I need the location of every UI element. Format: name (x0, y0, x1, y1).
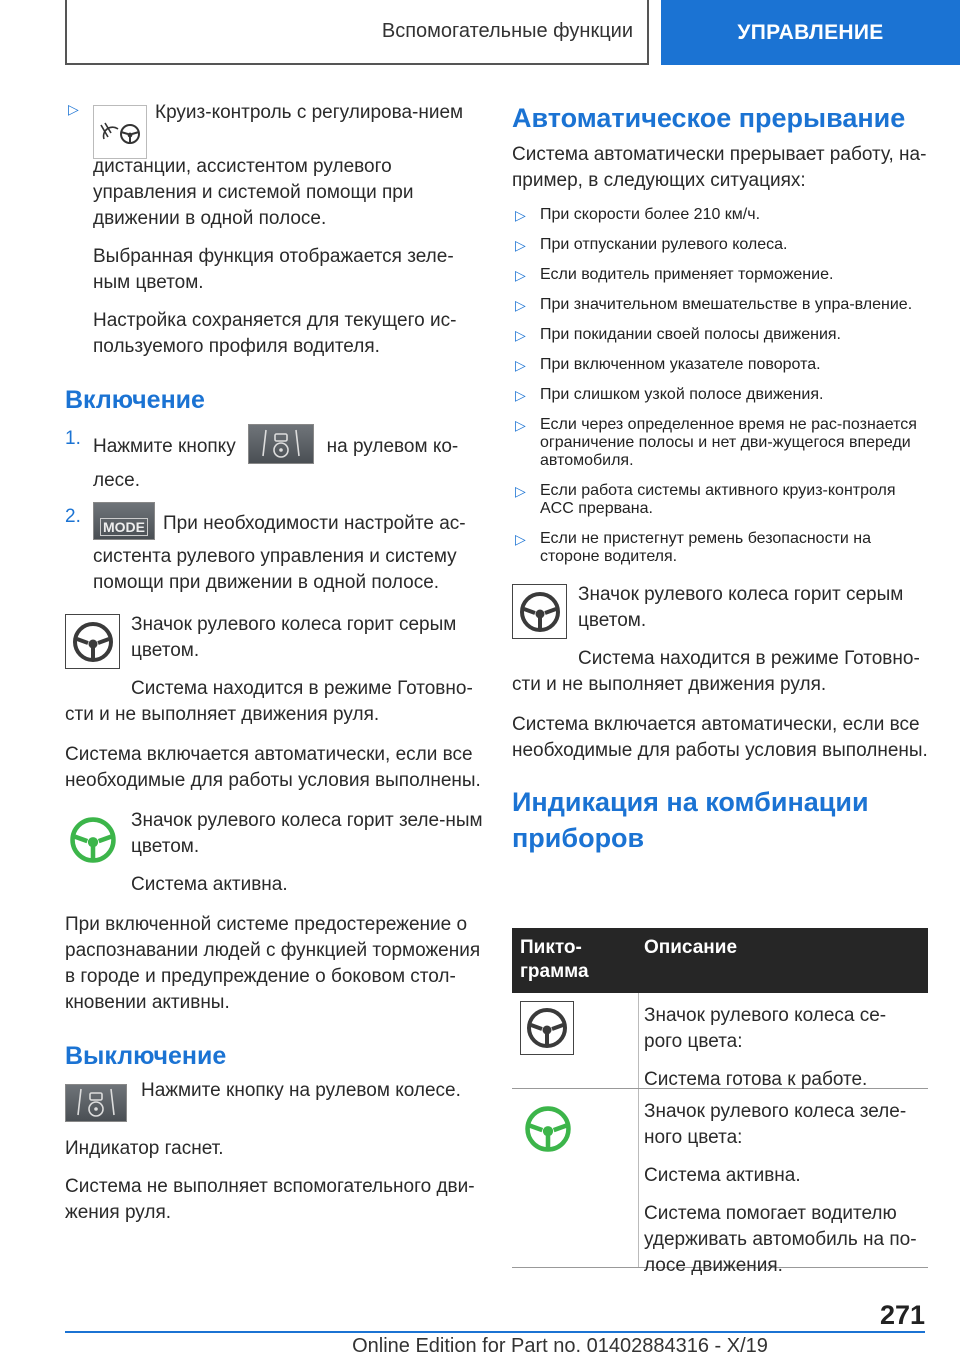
list-item-text: При покидании своей полосы движения. (540, 326, 841, 343)
step-text: При необходимости настройте ас-систента рулевого управления и систему помощи при движении в одной полосе. (93, 513, 466, 593)
table-header (512, 928, 928, 993)
paragraph: Настройка сохраняется для текущего ис-пользуемого профиля водителя. (93, 310, 457, 357)
triangle-bullet-icon: ▷ (68, 101, 79, 117)
paragraph: Система находится в режиме Готовно-сти и не выполняет движения руля. (512, 648, 920, 695)
right-column (512, 100, 932, 856)
paragraph: При включенной системе предостережение о распознавании людей с функцией торможения в городе и предупреждение о боковом стол-кновении активны. (65, 914, 481, 1013)
triangle-bullet-icon: ▷ (515, 417, 526, 433)
paragraph: Значок рулевого колеса горит серым цветом. (578, 584, 904, 631)
header-chapter-title: УПРАВЛЕНИЕ (737, 20, 884, 44)
list-item (512, 530, 932, 566)
heading-off: Выключение (65, 1042, 227, 1070)
list-item-text: При отпускании рулевого колеса. (540, 236, 788, 253)
list-item (65, 100, 483, 232)
table-cell-text: Система готова к работе. (644, 1069, 868, 1090)
heading-instrument-display: Индикация на комбинации приборов (512, 787, 869, 853)
paragraph: Система активна. (131, 874, 288, 895)
list-item-text: Если работа системы активного круиз-контроля ACC прервана. (540, 482, 896, 517)
paragraph: Значок рулевого колеса горит серым цветом. (131, 614, 457, 661)
step-text: Нажмите кнопку (93, 436, 236, 458)
table-cell-text: Значок рулевого колеса се-рого цвета: (644, 1005, 887, 1052)
list-item (512, 296, 932, 314)
steering-wheel-grey-icon (512, 584, 567, 639)
header-section-box (65, 0, 649, 65)
header-section-title: Вспомогательные функции (381, 20, 633, 42)
table-divider (638, 993, 639, 1088)
page-number: 271 (880, 1300, 926, 1330)
list-item (512, 356, 932, 374)
cruise-steering-icon (93, 105, 147, 159)
step-item (65, 506, 483, 596)
list-item (512, 326, 932, 344)
footer (0, 1335, 960, 1358)
step-item (65, 428, 483, 494)
left-column (65, 100, 483, 1226)
triangle-bullet-icon: ▷ (515, 207, 526, 223)
table-cell-text: Система помогает водителю удерживать автомобиль на по-лосе движения. (644, 1203, 917, 1276)
triangle-bullet-icon: ▷ (515, 483, 526, 499)
list-item (512, 482, 932, 518)
steering-wheel-grey-icon (520, 1001, 574, 1055)
list-item-text: Если не пристегнут ремень безопасности на стороне водителя. (540, 530, 872, 565)
paragraph: Система находится в режиме Готовно-сти и не выполняет движения руля. (65, 678, 473, 725)
cruise-bullet-text: Круиз-контроль с регулирова-нием дистанции, ассистентом рулевого управления и системой помощи при движении в одной полосе. (93, 102, 464, 229)
triangle-bullet-icon: ▷ (515, 387, 526, 403)
mode-button-icon (93, 502, 155, 540)
off-block (65, 1078, 483, 1122)
steering-assist-button-icon (248, 424, 314, 464)
table-row (512, 993, 928, 1089)
grey-indicator-block (512, 582, 932, 634)
paragraph: Значок рулевого колеса горит зеле-ным цветом. (131, 810, 483, 857)
header-chapter-box (661, 0, 960, 65)
paragraph: Система автоматически прерывает работу, на-пример, в следующих ситуациях: (512, 144, 927, 191)
table-cell-text: Система активна. (644, 1165, 801, 1186)
triangle-bullet-icon: ▷ (515, 237, 526, 253)
grey-indicator-block (65, 612, 483, 664)
table-header-description: Описание (644, 937, 738, 958)
triangle-bullet-icon: ▷ (515, 531, 526, 547)
list-item (512, 236, 932, 254)
table-header-pictogram: Пикто-грамма (520, 937, 589, 982)
paragraph: Выбранная функция отображается зеле-ным цветом. (93, 246, 454, 293)
footer-edition-text: Online Edition for Part no. 01402884316 - X/19 (352, 1335, 768, 1357)
list-item-text: При включенном указателе поворота. (540, 356, 821, 373)
green-indicator-block (65, 808, 483, 898)
table-divider (638, 1089, 639, 1267)
triangle-bullet-icon: ▷ (515, 297, 526, 313)
step-number: 2. (65, 506, 81, 527)
paragraph: Нажмите кнопку на рулевом колесе. (141, 1080, 461, 1101)
triangle-bullet-icon: ▷ (515, 327, 526, 343)
pictogram-table (512, 928, 928, 1276)
list-item-text: Если водитель применяет торможение. (540, 266, 834, 283)
paragraph: Индикатор гаснет. (65, 1138, 224, 1159)
step-text: на рулевом ко-лесе. (93, 436, 459, 491)
table-row (512, 1089, 928, 1276)
paragraph: Система не выполняет вспомогательного дви-жения руля. (65, 1176, 475, 1223)
steering-wheel-green-icon (65, 812, 121, 868)
triangle-bullet-icon: ▷ (515, 357, 526, 373)
list-item-text: При скорости более 210 км/ч. (540, 206, 761, 223)
list-item-text: При значительном вмешательстве в упра-вление. (540, 296, 913, 313)
list-item (512, 206, 932, 224)
triangle-bullet-icon: ▷ (515, 267, 526, 283)
heading-auto-interrupt: Автоматическое прерывание (512, 103, 906, 133)
table-cell-text: Значок рулевого колеса зеле-ного цвета: (644, 1101, 907, 1148)
paragraph: Система включается автоматически, если все необходимые для работы условия выполнены. (65, 744, 481, 791)
mode-button-label: MODE (100, 518, 148, 536)
heading-on: Включение (65, 386, 205, 414)
list-item-text: При слишком узкой полосе движения. (540, 386, 824, 403)
interrupt-list (512, 206, 932, 566)
steering-wheel-green-icon (520, 1101, 576, 1157)
list-item-text: Если через определенное время не рас-познается ограничение полосы и нет дви-жущегося впереди автомобиля. (540, 416, 917, 469)
list-item (512, 266, 932, 284)
list-item (512, 386, 932, 404)
paragraph: Система включается автоматически, если все необходимые для работы условия выполнены. (512, 714, 928, 761)
list-item (512, 416, 932, 470)
steering-assist-button-icon (65, 1084, 127, 1122)
steering-wheel-grey-icon (65, 614, 120, 669)
footer-divider (65, 1331, 925, 1333)
step-number: 1. (65, 428, 81, 449)
